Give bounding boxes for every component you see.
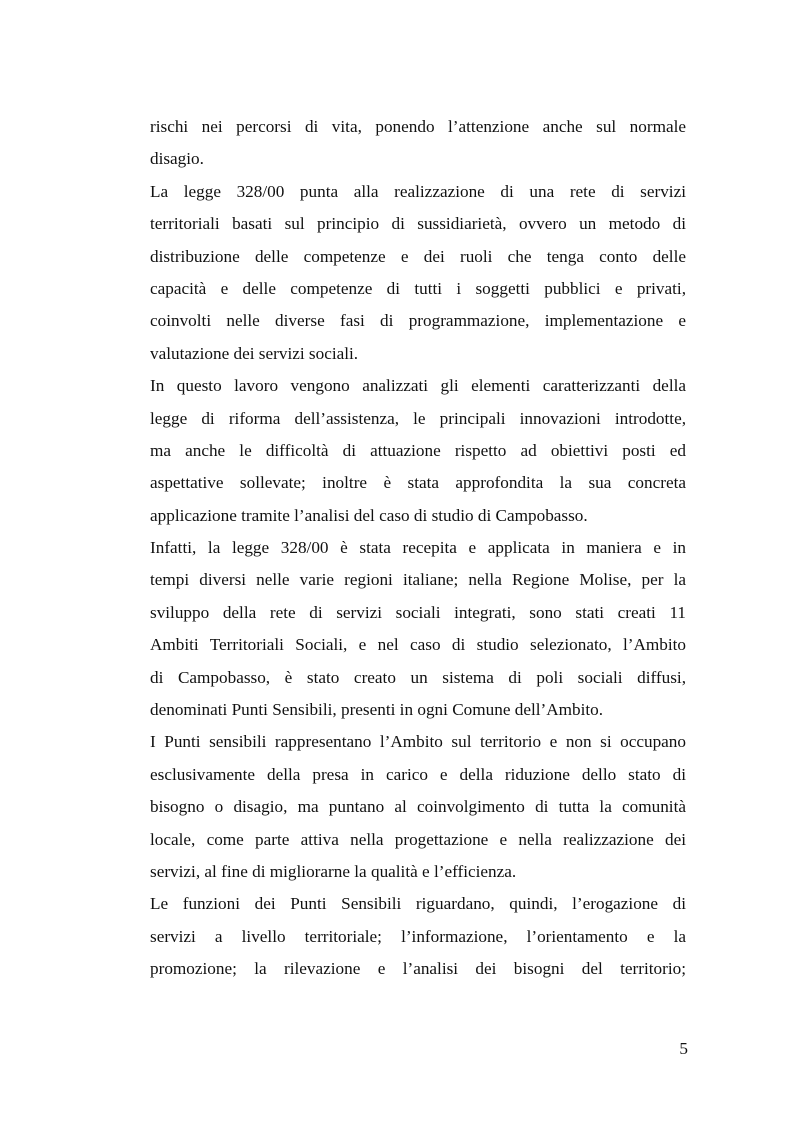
text-line: di Campobasso, è stato creato un sistema di poli sociali diffusi, bbox=[150, 667, 686, 687]
text-line: ma anche le difficoltà di attuazione rispetto ad obiettivi posti ed bbox=[150, 440, 686, 460]
text-line: promozione; la rilevazione e l’analisi dei bisogni del territorio; bbox=[150, 959, 686, 979]
text-line: Ambiti Territoriali Sociali, e nel caso di studio selezionato, l’Ambito bbox=[150, 635, 686, 655]
paragraph-2 bbox=[150, 176, 686, 370]
paragraph-4 bbox=[150, 532, 686, 726]
text-line: coinvolti nelle diverse fasi di programmazione, implementazione e bbox=[150, 311, 686, 331]
paragraph-6 bbox=[150, 888, 686, 985]
text-line: denominati Punti Sensibili, presenti in ogni Comune dell’Ambito. bbox=[150, 700, 604, 720]
text-line: rischi nei percorsi di vita, ponendo l’attenzione anche sul normale bbox=[150, 117, 686, 136]
text-line: I Punti sensibili rappresentano l’Ambito sul territorio e non si occupano bbox=[150, 732, 686, 752]
page-number: 5 bbox=[679, 1039, 688, 1058]
paragraph-5 bbox=[150, 726, 686, 888]
text-line: In questo lavoro vengono analizzati gli elementi caratterizzanti della bbox=[150, 376, 686, 396]
text-line: bisogno o disagio, ma puntano al coinvolgimento di tutta la comunità bbox=[150, 797, 686, 817]
text-line: locale, come parte attiva nella progettazione e nella realizzazione dei bbox=[150, 829, 686, 849]
paragraph-3 bbox=[150, 370, 686, 532]
text-line: servizi, al fine di migliorarne la qualità e l’efficienza. bbox=[150, 861, 517, 881]
body-text bbox=[150, 111, 686, 986]
text-line: Le funzioni dei Punti Sensibili riguardano, quindi, l’erogazione di bbox=[150, 894, 686, 914]
text-line: applicazione tramite l’analisi del caso di studio di Campobasso. bbox=[150, 505, 588, 525]
text-line: Infatti, la legge 328/00 è stata recepita e applicata in maniera e in bbox=[150, 538, 686, 558]
text-line: servizi a livello territoriale; l’informazione, l’orientamento e la bbox=[150, 926, 686, 946]
text-line: distribuzione delle competenze e dei ruoli che tenga conto delle bbox=[150, 246, 686, 266]
text-line: territoriali basati sul principio di sussidiarietà, ovvero un metodo di bbox=[150, 214, 686, 234]
text-line: esclusivamente della presa in carico e della riduzione dello stato di bbox=[150, 764, 686, 784]
text-line: sviluppo della rete di servizi sociali integrati, sono stati creati 11 bbox=[150, 602, 686, 622]
text-line: La legge 328/00 punta alla realizzazione di una rete di servizi bbox=[150, 181, 686, 201]
text-line: aspettative sollevate; inoltre è stata approfondita la sua concreta bbox=[150, 473, 686, 493]
text-line: valutazione dei servizi sociali. bbox=[150, 343, 359, 363]
text-line: disagio. bbox=[150, 149, 204, 169]
text-line: tempi diversi nelle varie regioni italiane; nella Regione Molise, per la bbox=[150, 570, 686, 590]
paragraph-1 bbox=[150, 111, 686, 176]
text-line: legge di riforma dell’assistenza, le principali innovazioni introdotte, bbox=[150, 408, 686, 428]
text-line: capacità e delle competenze di tutti i soggetti pubblici e privati, bbox=[150, 278, 686, 298]
